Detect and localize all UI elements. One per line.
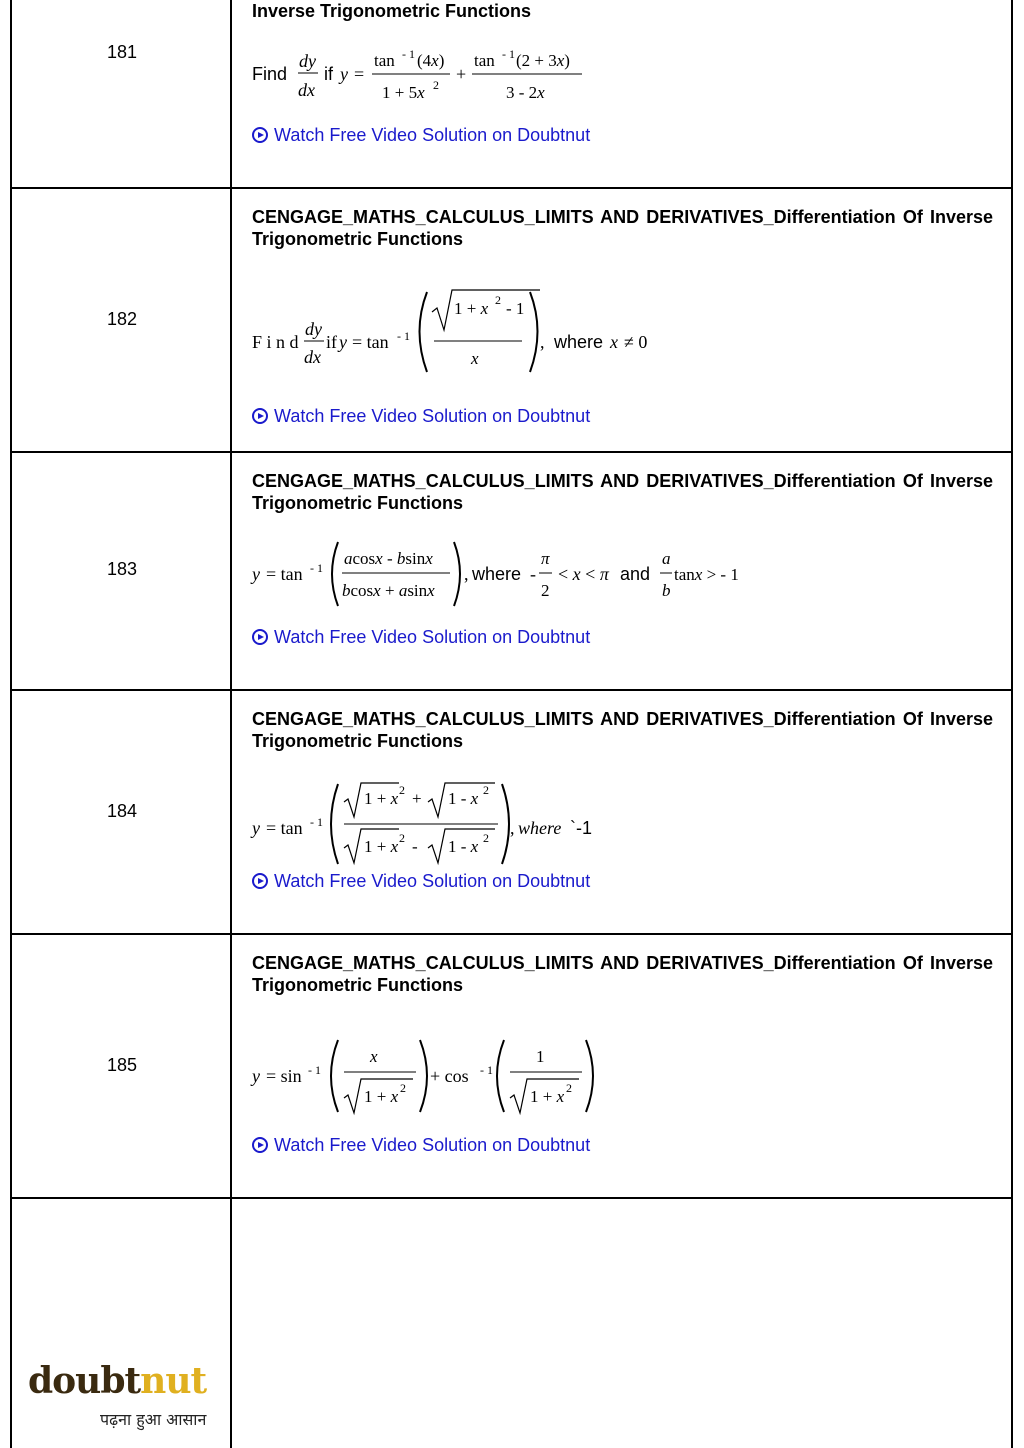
- svg-text:=: =: [354, 64, 365, 84]
- logo-word-part2: nut: [140, 1360, 207, 1402]
- svg-text:= tan: = tan: [266, 818, 303, 838]
- svg-text:= sin: = sin: [266, 1066, 302, 1086]
- svg-text:< x < π: < x < π: [558, 564, 609, 584]
- svg-text:1 + x: 1 + x: [364, 1087, 399, 1106]
- svg-text:-: -: [530, 564, 536, 584]
- svg-text:1 + x: 1 + x: [454, 299, 489, 318]
- question-content: [252, 206, 993, 426]
- svg-text:+: +: [456, 64, 467, 84]
- formula-183: [252, 538, 772, 613]
- play-icon: [252, 408, 268, 424]
- svg-text:y: y: [252, 564, 260, 584]
- svg-text:bcosx + asinx: bcosx + asinx: [342, 581, 435, 600]
- svg-text:- 1: - 1: [402, 47, 415, 61]
- svg-text:b: b: [662, 581, 671, 600]
- svg-text:y: y: [339, 332, 347, 352]
- svg-text:1 + x: 1 + x: [364, 837, 399, 856]
- svg-text:tan: tan: [374, 51, 395, 70]
- formula-where-text: where: [554, 332, 604, 352]
- logo-wordmark: [28, 1360, 206, 1402]
- svg-text:2: 2: [400, 1081, 406, 1095]
- play-icon: [252, 127, 268, 143]
- question-row-182: [12, 189, 1011, 453]
- svg-text:2: 2: [483, 831, 489, 845]
- svg-text:-: -: [412, 837, 418, 856]
- svg-text:≠ 0: ≠ 0: [624, 332, 648, 352]
- formula-find-text: Find: [252, 64, 288, 84]
- question-number: 184: [106, 801, 138, 821]
- svg-text:1 - x: 1 - x: [448, 837, 479, 856]
- svg-text:tan: tan: [474, 51, 495, 70]
- play-icon: [252, 873, 268, 889]
- video-link[interactable]: [252, 1135, 590, 1156]
- question-content: [252, 0, 993, 189]
- play-icon: [252, 629, 268, 645]
- svg-text:= tan: = tan: [266, 564, 303, 584]
- svg-text:2: 2: [566, 1081, 572, 1095]
- svg-text:3 - 2x: 3 - 2x: [506, 83, 545, 102]
- svg-text:(2 + 3x): (2 + 3x): [516, 51, 570, 70]
- question-heading: CENGAGE_MATHS_CALCULUS_LIMITS AND DERIVATIVES_Differentiation Of Inverse Trigonometric Functions: [252, 953, 993, 995]
- question-heading: CENGAGE_MATHS_CALCULUS_LIMITS AND DERIVATIVES_Differentiation Of Inverse Trigonometric Functions: [252, 207, 993, 249]
- logo-word-part1: doubt: [28, 1360, 141, 1402]
- svg-text:dx: dx: [304, 347, 321, 367]
- number-cell: [12, 189, 232, 451]
- formula-tail-text: `-1: [570, 818, 592, 838]
- svg-text:2: 2: [399, 831, 405, 845]
- svg-text:2: 2: [495, 293, 501, 307]
- formula-where-text: where: [472, 564, 522, 584]
- video-link-label[interactable]: Watch Free Video Solution on Doubtnut: [274, 627, 591, 647]
- question-content: [252, 952, 993, 1155]
- svg-text:1 - x: 1 - x: [448, 789, 479, 808]
- doubtnut-logo: [28, 1360, 218, 1430]
- svg-text:dy: dy: [299, 51, 316, 71]
- number-cell: [12, 935, 232, 1197]
- svg-text:y: y: [252, 818, 260, 838]
- question-content: [252, 470, 993, 647]
- number-cell: [12, 691, 232, 933]
- svg-text:= tan: = tan: [352, 332, 389, 352]
- svg-text:,: ,: [540, 332, 545, 352]
- svg-text:a: a: [662, 549, 671, 568]
- svg-text:+: +: [412, 789, 422, 808]
- formula-184: [252, 780, 652, 875]
- video-link[interactable]: [252, 627, 590, 648]
- question-row-181: [12, 0, 1011, 189]
- question-number: 185: [106, 1055, 138, 1075]
- svg-text:tanx > - 1: tanx > - 1: [674, 565, 739, 584]
- question-number: 183: [106, 559, 138, 579]
- svg-text:dy: dy: [305, 319, 322, 339]
- question-heading: CENGAGE_MATHS_CALCULUS_LIMITS AND DERIVATIVES_Differentiation Of Inverse Trigonometric Functions: [252, 709, 993, 751]
- formula-if-text: if: [324, 64, 333, 84]
- number-cell: [12, 453, 232, 689]
- logo-tagline: पढ़ना हुआ आसान: [100, 1410, 207, 1429]
- svg-text:+ cos: + cos: [430, 1066, 469, 1086]
- svg-text:,: ,: [510, 818, 515, 838]
- svg-text:y: y: [340, 64, 348, 84]
- svg-text:2: 2: [433, 78, 439, 92]
- question-row-184: [12, 691, 1011, 935]
- svg-text:1: 1: [536, 1047, 545, 1066]
- svg-text:dx: dx: [298, 80, 315, 100]
- svg-text:- 1: - 1: [397, 329, 410, 343]
- video-link[interactable]: [252, 125, 590, 146]
- svg-text:,: ,: [464, 564, 469, 584]
- formula-182-svg: [252, 286, 672, 376]
- svg-text:x: x: [610, 332, 618, 352]
- svg-text:- 1: - 1: [480, 1063, 493, 1077]
- formula-182: [252, 286, 672, 381]
- question-number: 182: [106, 309, 138, 329]
- video-link-label[interactable]: Watch Free Video Solution on Doubtnut: [274, 406, 591, 426]
- svg-text:- 1: - 1: [310, 561, 323, 575]
- video-link-label[interactable]: Watch Free Video Solution on Doubtnut: [274, 871, 591, 891]
- formula-185-svg: [252, 1036, 612, 1116]
- formula-183-svg: [252, 538, 772, 608]
- question-heading: Inverse Trigonometric Functions: [252, 1, 532, 21]
- video-link[interactable]: [252, 871, 590, 892]
- formula-and-text: and: [620, 564, 651, 584]
- svg-text:- 1: - 1: [310, 815, 323, 829]
- formula-181-svg: [252, 44, 612, 104]
- svg-text:π: π: [541, 549, 550, 568]
- formula-if-text: if: [326, 332, 337, 352]
- svg-text:1 + x: 1 + x: [364, 789, 399, 808]
- formula-181: [252, 44, 612, 109]
- svg-text:2: 2: [399, 783, 405, 797]
- formula-find-text: F i n d: [252, 332, 299, 352]
- svg-text:y: y: [252, 1066, 260, 1086]
- svg-text:x: x: [370, 1047, 378, 1066]
- svg-text:1 + x: 1 + x: [530, 1087, 565, 1106]
- question-row-183: [12, 453, 1011, 691]
- question-content: [252, 708, 993, 891]
- svg-text:(4x): (4x): [417, 51, 445, 70]
- number-cell: [12, 0, 232, 187]
- svg-text:- 1: - 1: [308, 1063, 321, 1077]
- svg-text:- 1: - 1: [506, 299, 525, 318]
- play-icon: [252, 1137, 268, 1153]
- svg-text:x: x: [471, 349, 479, 368]
- video-link[interactable]: [252, 406, 590, 427]
- formula-where-text: where: [518, 818, 562, 838]
- svg-text:- 1: - 1: [502, 47, 515, 61]
- video-link-label[interactable]: Watch Free Video Solution on Doubtnut: [274, 1135, 591, 1155]
- formula-184-svg: [252, 780, 652, 870]
- question-number: 181: [106, 42, 138, 62]
- svg-text:2: 2: [483, 783, 489, 797]
- question-heading: CENGAGE_MATHS_CALCULUS_LIMITS AND DERIVATIVES_Differentiation Of Inverse Trigonometric Functions: [252, 471, 993, 513]
- questions-table: [10, 0, 1013, 1448]
- video-link-label[interactable]: Watch Free Video Solution on Doubtnut: [274, 125, 591, 145]
- svg-text:acosx - bsinx: acosx - bsinx: [344, 549, 433, 568]
- svg-text:2: 2: [541, 581, 550, 600]
- question-row-185: [12, 935, 1011, 1199]
- formula-185: [252, 1036, 612, 1121]
- svg-text:1 + 5x: 1 + 5x: [382, 83, 425, 102]
